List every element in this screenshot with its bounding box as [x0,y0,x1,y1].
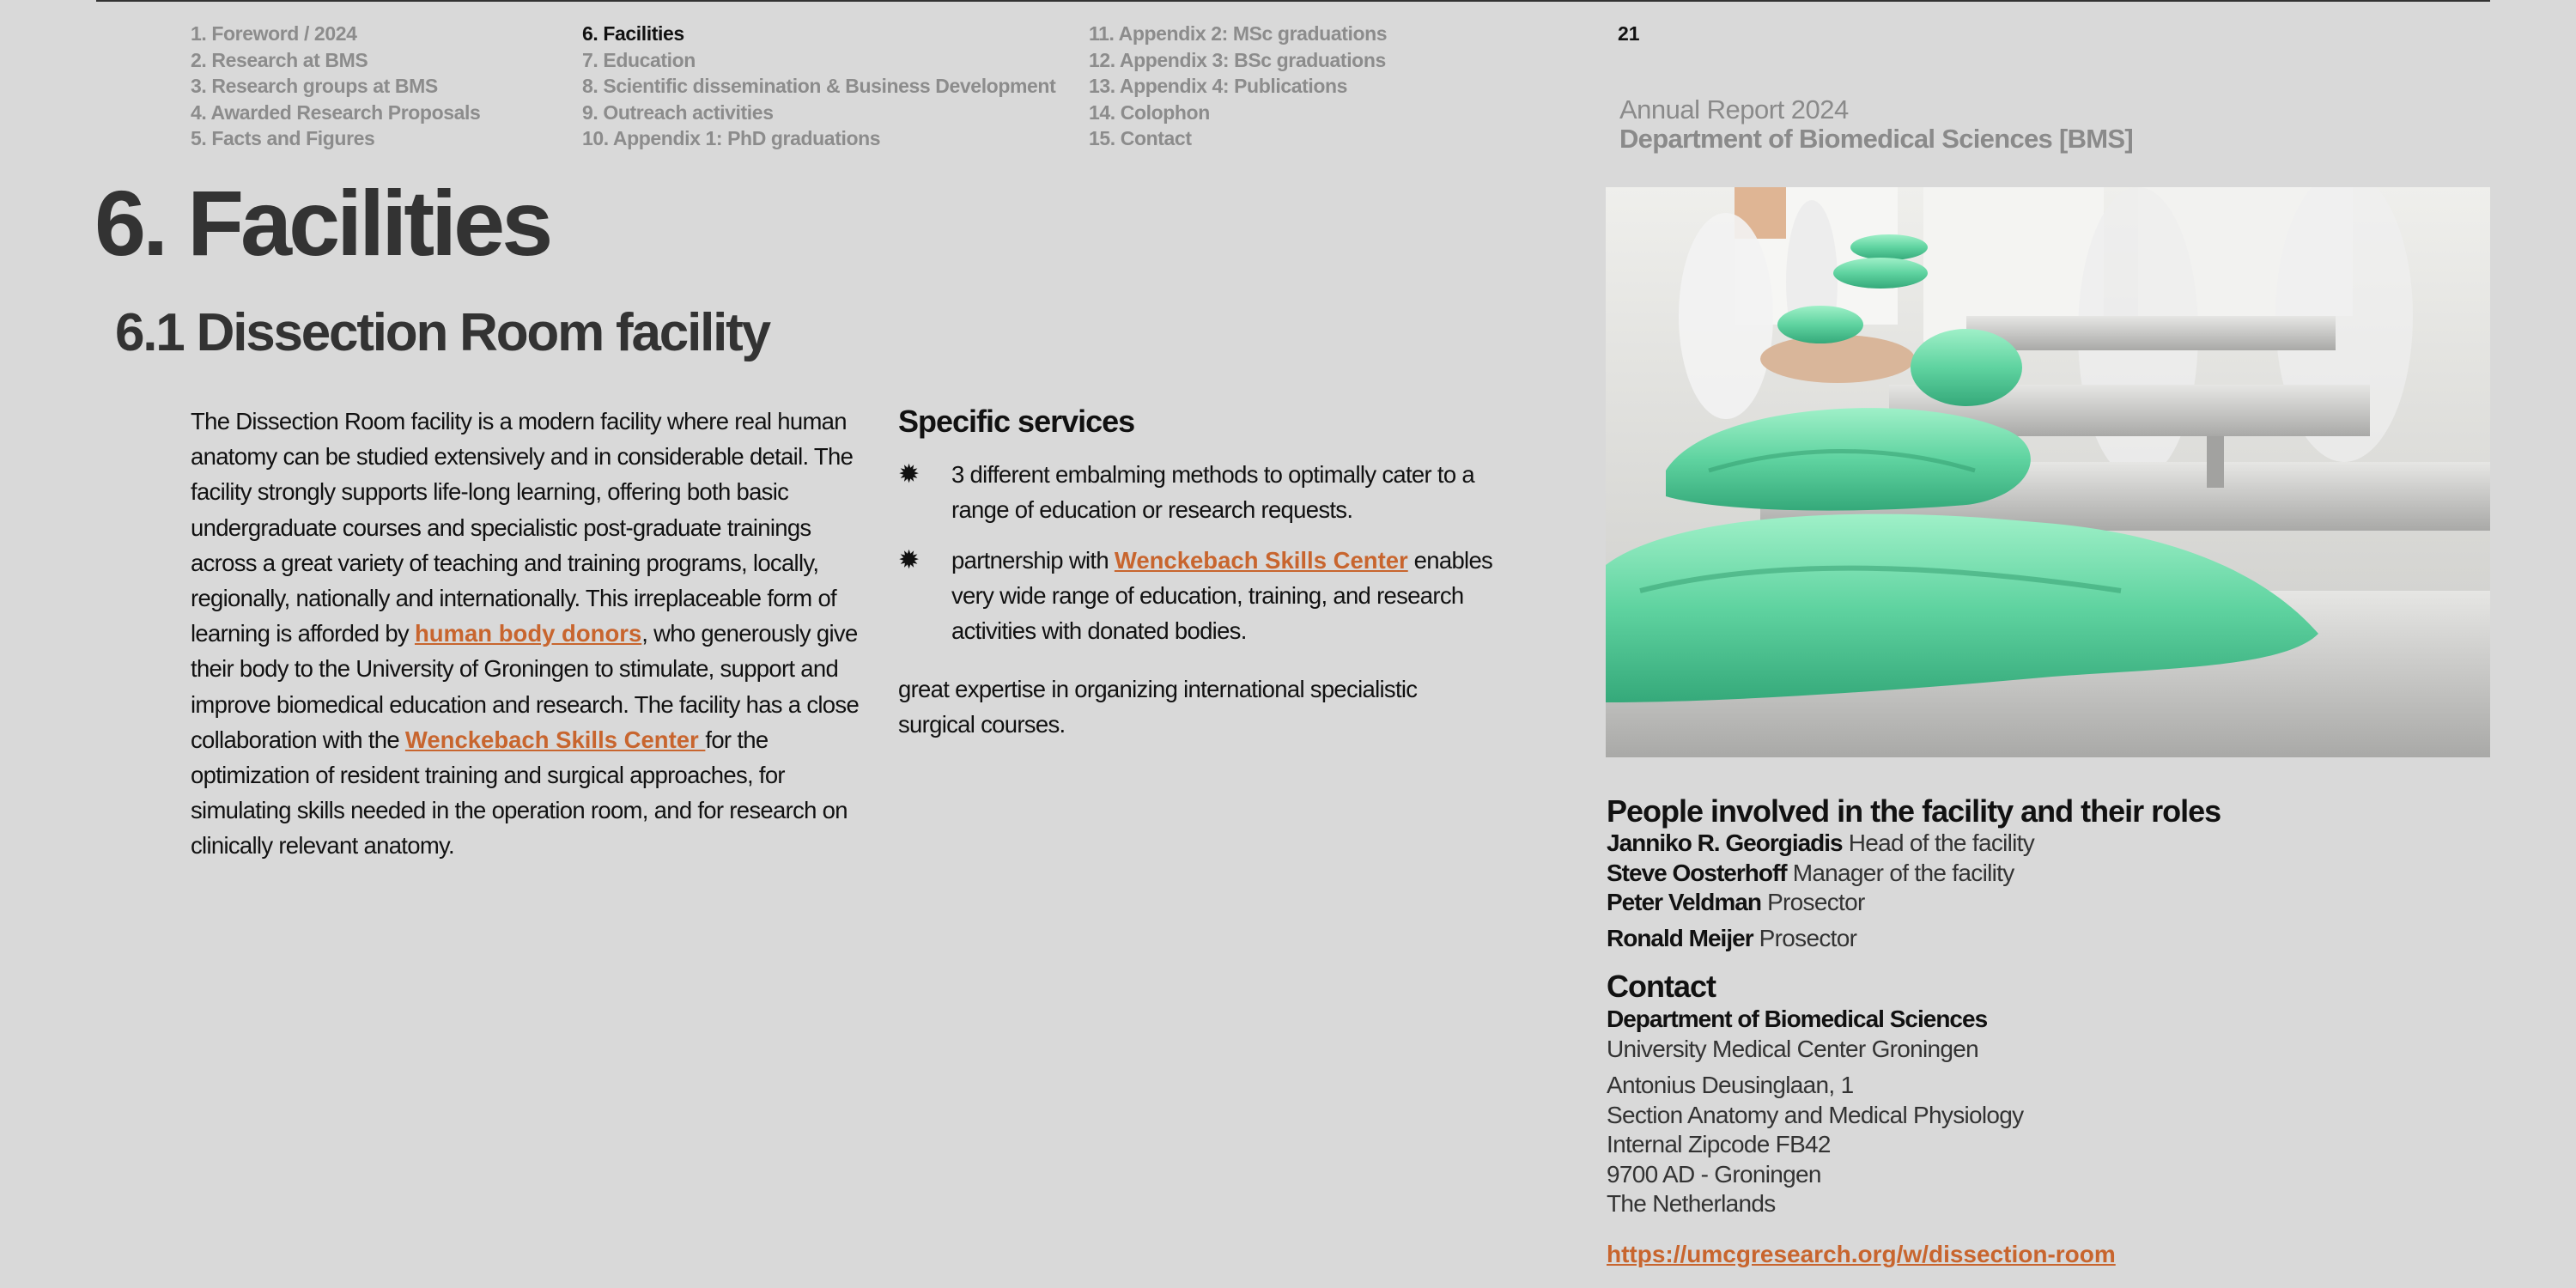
toc-item[interactable]: 13. Appendix 4: Publications [1089,75,1348,97]
toc-item[interactable]: 11. Appendix 2: MSc graduations [1089,22,1388,45]
toc-item[interactable]: 2. Research at BMS [191,48,368,71]
toc-column-2 [582,21,1055,152]
address-line: Antonius Deusinglaan, 1 [1607,1072,1854,1098]
toc-item[interactable]: 5. Facts and Figures [191,127,375,149]
toc-item[interactable]: 15. Contact [1089,127,1192,149]
person-name: Steve Oosterhoff [1607,859,1787,886]
service-text: enables very wide range of education, training, and research activities with donated bodies. [951,547,1493,644]
contact-address [1607,1071,2023,1219]
toc-column-3 [1089,21,1387,152]
person-row [1607,888,2034,918]
toc-item[interactable]: 4. Awarded Research Proposals [191,100,481,124]
wenckebach-skills-center-link[interactable]: Wenckebach Skills Center [1114,547,1408,574]
person-name: Peter Veldman [1607,889,1761,915]
contact-heading: Contact [1607,969,1716,1004]
intro-text: The Dissection Room facility is a modern facility where real human anatomy can be studied extensively and in considerable detail. The facility strongly supports life-long learning, offering both basic undergraduate courses and specialistic post-graduate trainings across a great variety of teaching and training programs, locally, regionally, nationally and internationally. This irreplaceable form of learning is afforded by [191,408,854,647]
people-list [1607,829,2034,953]
list-item [898,543,1499,648]
intro-text: for the optimization of resident training and surgical approaches, for simulating skills needed in the operation room, and for research on clinically relevant anatomy. [191,726,848,860]
person-row [1607,859,2034,889]
people-heading: People involved in the facility and their roles [1607,793,2221,829]
contact-department: Department of Biomedical Sciences [1607,1005,1988,1032]
list-item [898,457,1499,527]
report-department: Department of Biomedical Sciences [BMS] [1619,124,2134,154]
person-role: Head of the facility [1842,829,2035,856]
services-list [898,457,1499,664]
toc-item[interactable]: 3. Research groups at BMS [191,75,438,97]
address-line: The Netherlands [1607,1190,1776,1217]
toc-item-active[interactable]: 6. Facilities [582,22,684,45]
toc-item[interactable]: 7. Education [582,48,696,71]
services-extra-text: great expertise in organizing international specialistic surgical courses. [898,676,1418,738]
page-title: 6. Facilities [94,171,550,275]
contact-block [1607,1005,2023,1219]
person-role: Manager of the facility [1786,859,2014,886]
person-name: Ronald Meijer [1607,924,1753,951]
person-row [1607,829,2034,859]
page-number: 21 [1618,22,1640,45]
dissection-room-illustration [1606,187,2490,757]
person-role: Prosector [1760,889,1865,915]
wenckebach-skills-center-link[interactable]: Wenckebach Skills Center [404,726,706,753]
person-role: Prosector [1753,924,1857,951]
service-text: 3 different embalming methods to optimally cater to a range of education or research requests. [951,461,1474,523]
person-row [1607,924,2034,954]
toc-item[interactable]: 12. Appendix 3: BSc graduations [1089,48,1386,71]
intro-text: , who generously give their body to the University of Groningen to stimulate, support and improve biomedical education and research. The facility has a close collaboration with the [191,620,860,753]
address-line: Section Anatomy and Medical Physiology [1607,1101,2024,1128]
toc-column-1 [191,21,480,152]
address-line: Internal Zipcode FB42 [1607,1131,1831,1157]
address-line: 9700 AD - Groningen [1607,1160,1821,1188]
service-text: partnership with [951,547,1115,574]
human-body-donors-link[interactable]: human body donors [414,620,642,647]
contact-organization: University Medical Center Groningen [1607,1035,1979,1062]
section-title: 6.1 Dissection Room facility [115,303,769,362]
star-bullet-icon: ✹ [898,460,920,489]
dissection-room-url-link[interactable]: https://umcgresearch.org/w/dissection-room [1607,1241,2116,1267]
person-name: Janniko R. Georgiadis [1607,829,1843,856]
dissection-room-photo [1606,187,2490,757]
toc-item[interactable]: 9. Outreach activities [582,100,774,124]
toc-item[interactable]: 8. Scientific dissemination & Business Development [582,75,1056,97]
toc-item[interactable]: 1. Foreword / 2024 [191,22,357,45]
toc-item[interactable]: 14. Colophon [1089,100,1210,124]
top-rule [96,0,2490,2]
intro-paragraph [191,404,869,864]
star-bullet-icon: ✹ [898,546,920,574]
report-title: Annual Report 2024 [1619,94,1849,125]
services-heading: Specific services [898,404,1135,439]
toc-item[interactable]: 10. Appendix 1: PhD graduations [582,127,881,149]
